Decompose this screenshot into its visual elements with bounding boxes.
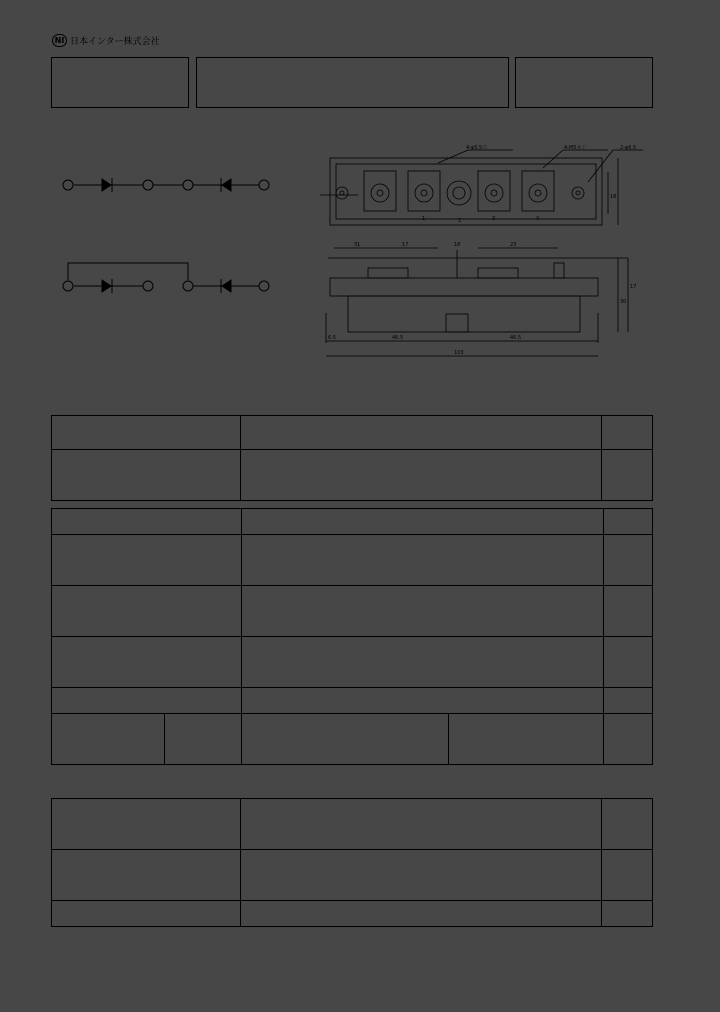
dim-label: 6.5 [328,335,336,341]
callout-hole: 4-φ5.5穴 [466,145,488,151]
table-row [52,535,653,586]
circuit-common [63,263,269,293]
diode-icon [222,179,231,191]
diode-icon [102,179,111,191]
dim-label: 103 [454,350,464,356]
table-row [52,416,653,450]
thermal-table [51,798,653,927]
table-row [52,714,653,765]
table-row [52,850,653,901]
header-box-left [51,57,189,108]
dim-label: 46.5 [510,335,522,341]
logo-mark: NI [52,34,67,47]
company-name: 日本インター株式会社 [70,36,160,47]
outline-drawing [318,138,648,368]
ratings-table [51,415,653,501]
dim-label: 30 [620,299,627,305]
terminal-label: 4 [536,216,540,222]
table-row [52,901,653,927]
table-row [52,688,653,714]
terminal-label: 3 [492,216,496,222]
characteristics-table [51,508,653,765]
terminal-label: 1 [422,216,426,222]
table-row [52,450,653,501]
table-row [52,509,653,535]
table-row [52,799,653,850]
callout-tab: 2-φ6.5 [620,145,637,151]
header-box-right [515,57,653,108]
dim-label: 17 [402,242,409,248]
table-row [52,586,653,637]
circuit-series [63,178,269,192]
company-logo [52,33,160,47]
terminal-label: 2 [458,218,462,224]
dim-label: 18 [454,242,461,248]
callout-screw: 4-M5ネジ [564,145,587,151]
dim-label: 18 [610,194,617,200]
diode-icon [222,280,231,292]
circuit-diagram [55,165,285,305]
dim-label: 31 [354,242,361,248]
table-row [52,637,653,688]
dim-label: 17 [630,284,637,290]
diode-icon [102,280,111,292]
dim-label: 23 [510,242,517,248]
dim-label: 46.5 [392,335,404,341]
header-box-center [196,57,509,108]
